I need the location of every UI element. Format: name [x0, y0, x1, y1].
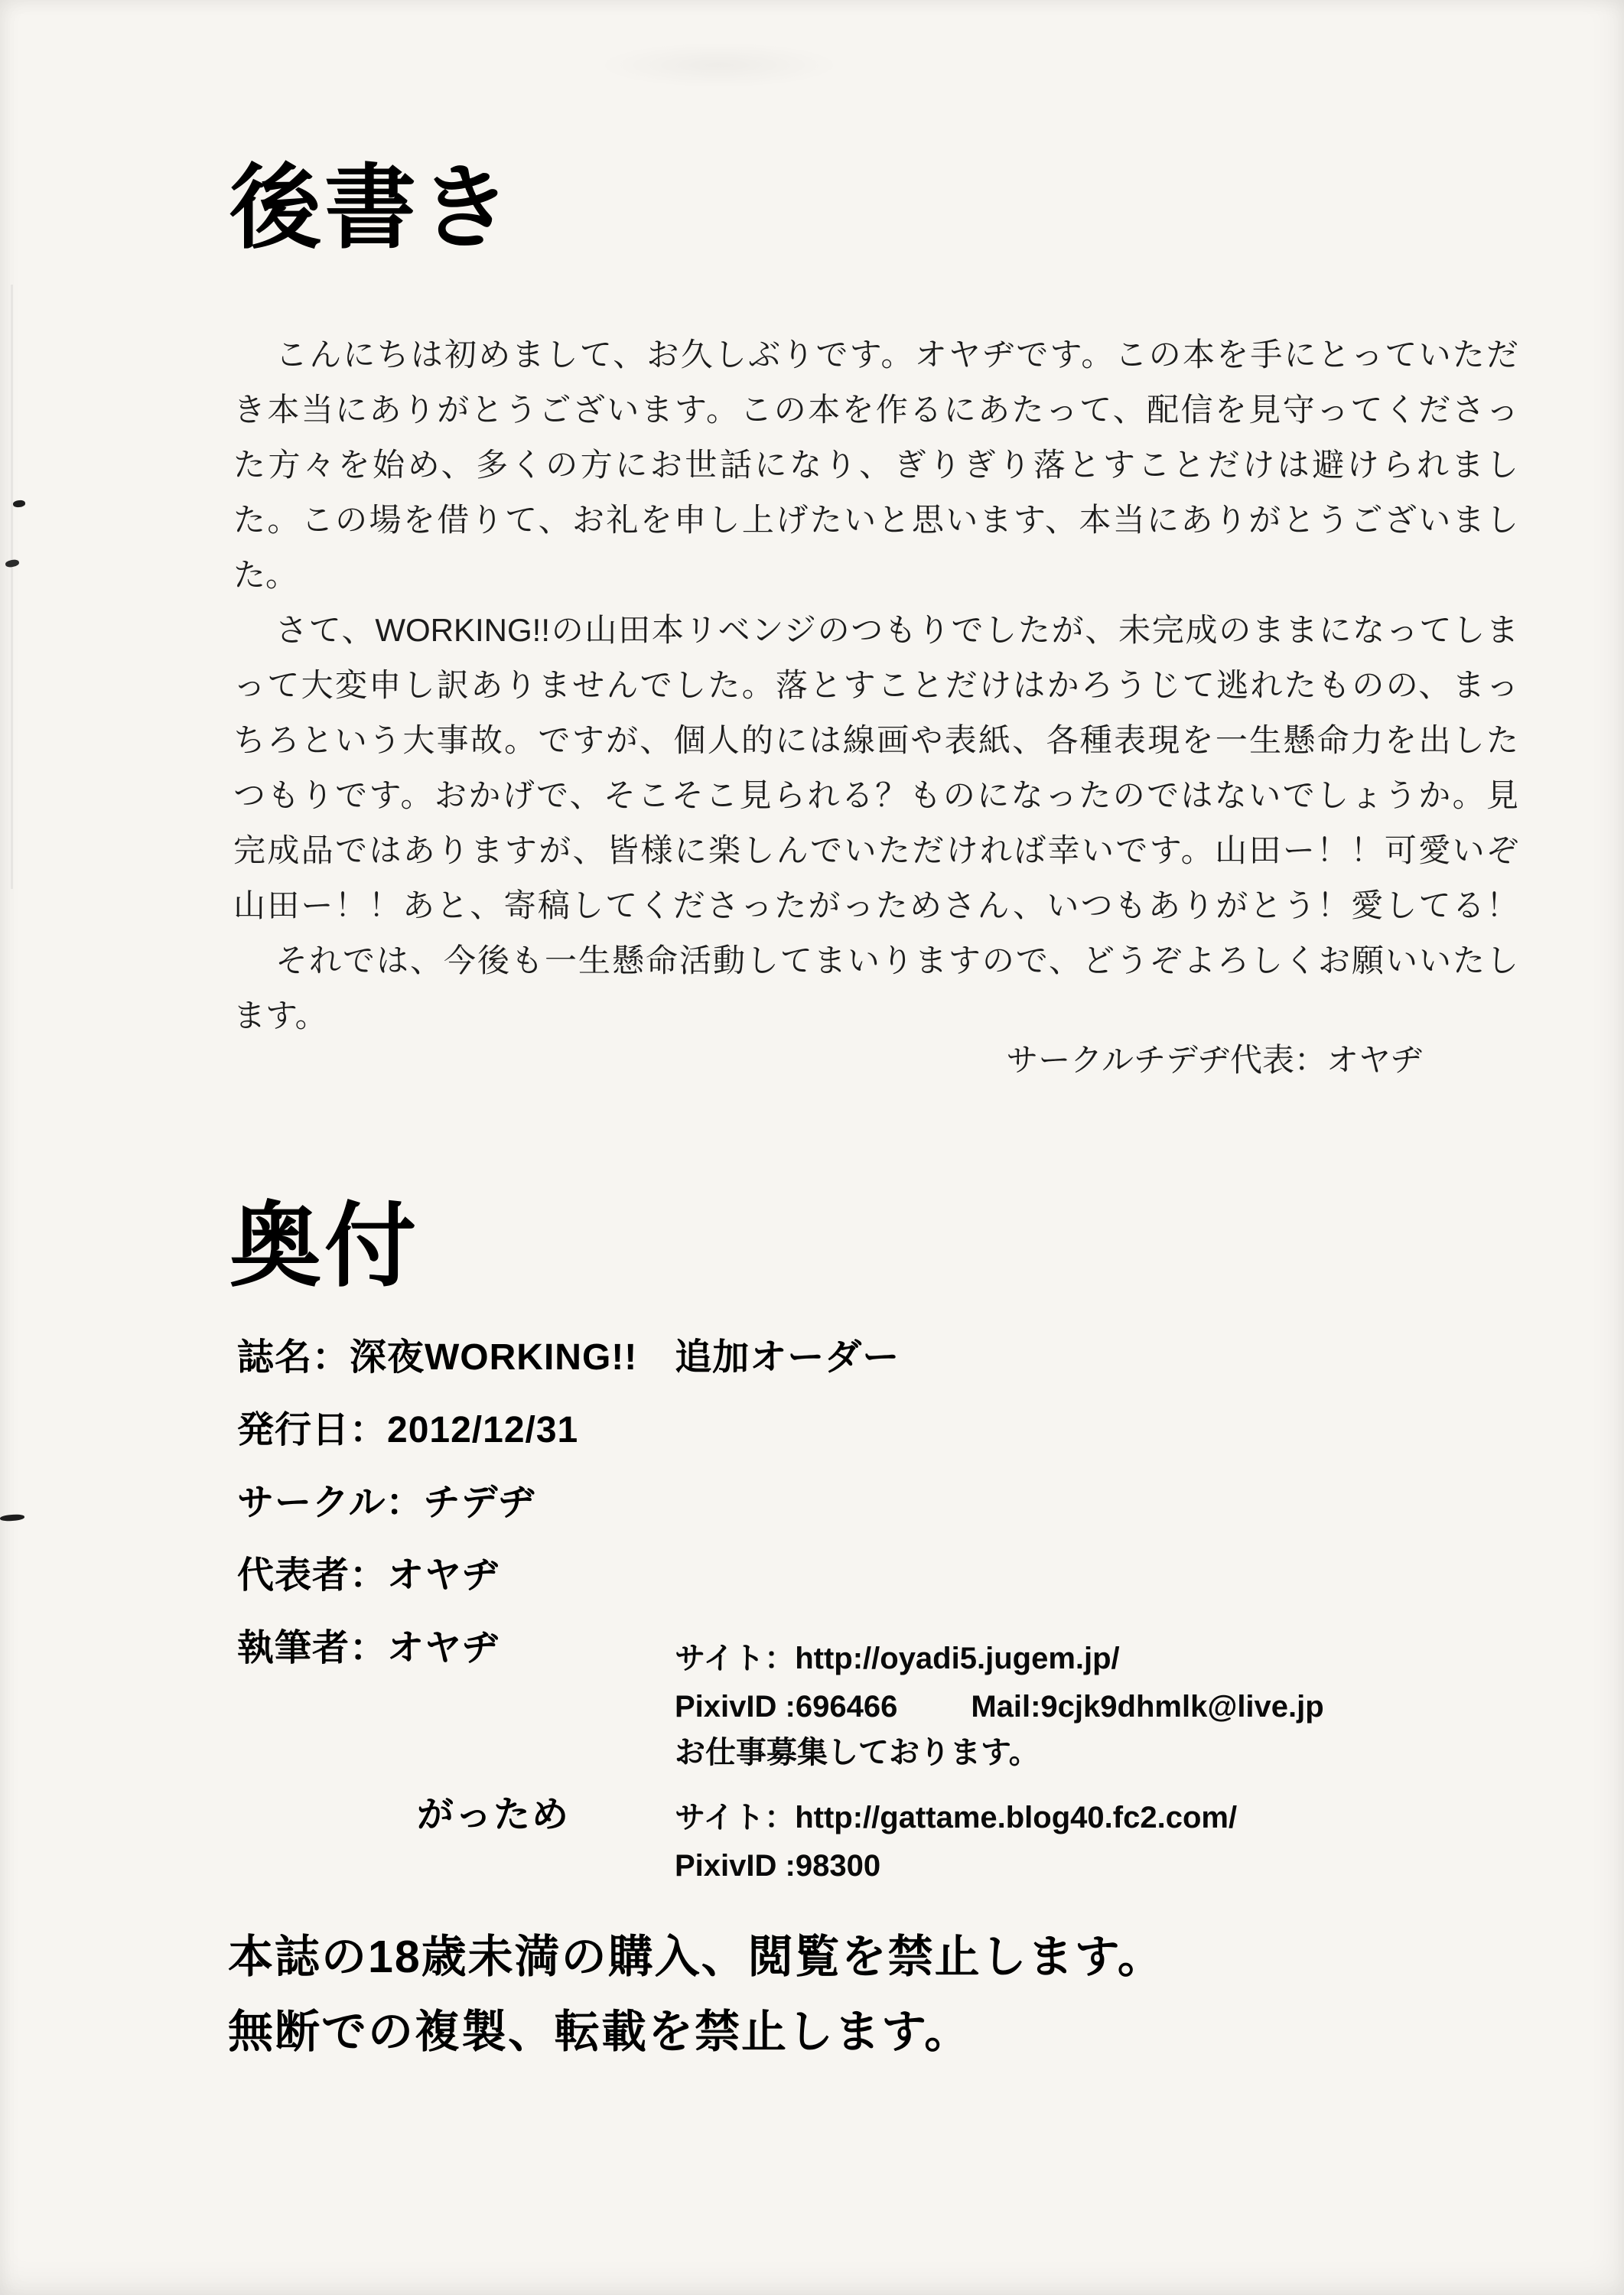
afterword-line: た。	[233, 557, 298, 593]
scan-speck	[5, 559, 19, 568]
afterword-line: ます。	[233, 998, 327, 1034]
colophon-row-date: 発行日：2012/12/31	[237, 1410, 579, 1450]
author-mail: Mail:9cjk9dhmlk@live.jp	[971, 1690, 1324, 1724]
scan-speck	[13, 500, 26, 508]
afterword-line: た方々を始め、多くの方にお世話になり、ぎりぎり落とすことだけは避けられまし	[233, 447, 1518, 483]
afterword-line: 山田ー！！あと、寄稿してくださったがっためさん、いつもありがとう！愛してる！	[233, 887, 1518, 923]
guest-pixiv-id: PixivID :98300	[675, 1849, 881, 1883]
colophon-row-author: 執筆者：オヤヂ	[237, 1628, 500, 1668]
afterword-body	[233, 327, 1518, 1043]
colophon-row-title: 誌名：深夜WORKING!! 追加オーダー	[237, 1337, 900, 1378]
afterword-line: ちろという大事故。ですが、個人的には線画や表紙、各種表現を一生懸命力を出した	[233, 722, 1518, 758]
afterword-line: 完成品ではありますが、皆様に楽しんでいただければ幸いです。山田ー！！可愛いぞ	[233, 832, 1518, 868]
colophon-row-circle: サークル：チデヂ	[237, 1483, 536, 1523]
author-work-note: お仕事募集しております。	[675, 1736, 1040, 1769]
author-ids-row	[675, 1687, 1324, 1727]
afterword-heading: 後書き	[229, 157, 514, 259]
guest-author-name: がっため	[417, 1795, 571, 1835]
guest-site-url: サイト：http://gattame.blog40.fc2.com/	[675, 1801, 1238, 1834]
author-site-url: サイト：http://oyadi5.jugem.jp/	[675, 1642, 1120, 1675]
colophon-heading: 奥付	[229, 1195, 419, 1297]
afterword-line: き本当にありがとうございます。この本を作るにあたって、配信を見守ってくださっ	[233, 392, 1518, 428]
afterword-line: つもりです。おかげで、そこそこ見られる？ものになったのではないでしょうか。見	[233, 777, 1518, 813]
age-restriction-warning: 本誌の18歳未満の購入、閲覧を禁止します。	[228, 1932, 1164, 1982]
scan-smudge	[597, 42, 841, 88]
author-pixiv-id: PixivID :696466	[675, 1690, 898, 1724]
no-reproduction-warning: 無断での複製、転載を禁止します。	[228, 2007, 971, 2057]
afterword-line: た。この場を借りて、お礼を申し上げたいと思います、本当にありがとうございまし	[233, 502, 1518, 538]
afterword-line: それでは、今後も一生懸命活動してまいりますので、どうぞよろしくお願いいたし	[275, 942, 1518, 978]
afterword-line: こんにちは初めまして、お久しぶりです。オヤヂです。この本を手にとっていただ	[275, 337, 1518, 373]
scan-scratch-line	[11, 285, 13, 889]
scan-speck	[0, 1514, 24, 1522]
afterword-line: さて、WORKING!!の山田本リベンジのつもりでしたが、未完成のままになってしま	[275, 612, 1518, 648]
afterword-line: って大変申し訳ありませんでした。落とすことだけはかろうじて逃れたものの、まっ	[233, 667, 1518, 703]
colophon-row-representative: 代表者：オヤヂ	[237, 1555, 500, 1596]
circle-signature: サークルチデヂ代表：オヤヂ	[1006, 1042, 1423, 1078]
